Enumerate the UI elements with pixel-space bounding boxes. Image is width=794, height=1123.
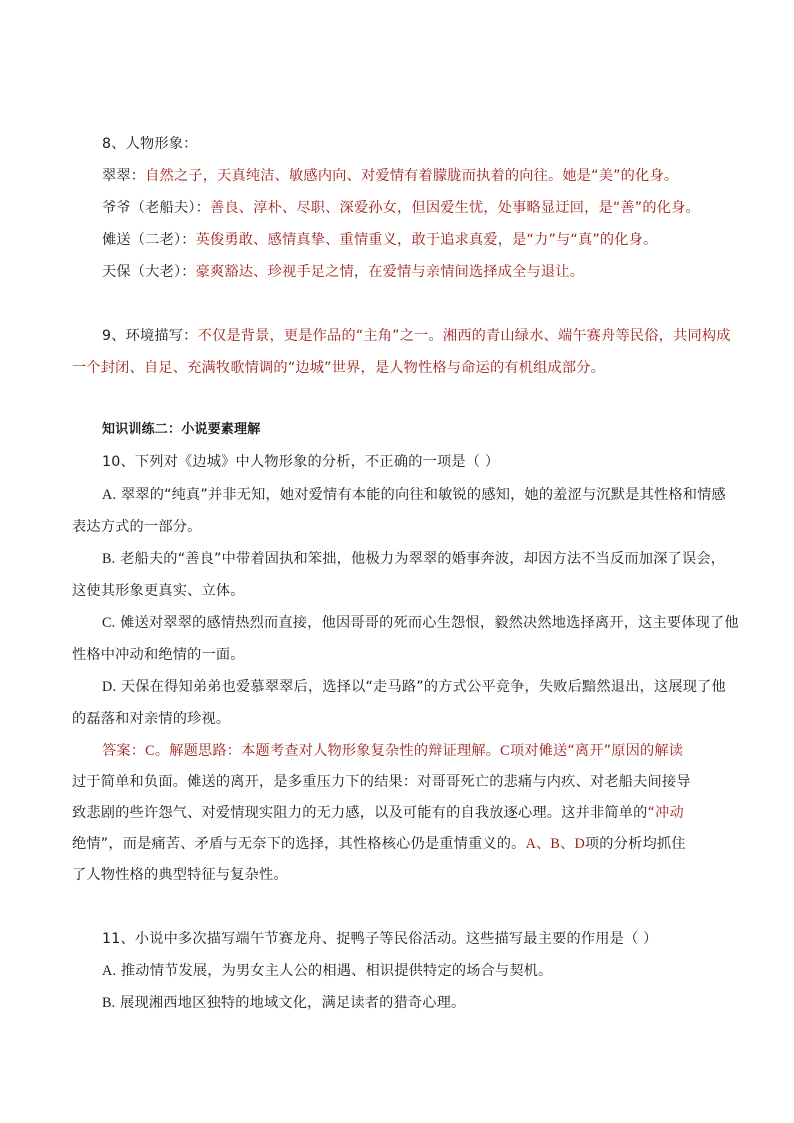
- q10-option-c-key: C.: [102, 615, 116, 631]
- q10-option-a-line-1: A. 翠翠的“纯真”并非无知，她对爱情有本能的向往和敏锐的感知，她的羞涩与沉默是其性格和情感: [102, 487, 726, 503]
- yeye-label: 爷爷（老船夫）：: [102, 200, 211, 216]
- cuicui-text: 自然之子，天真纯洁、敏感内向、对爱情有着朦胧而执着的向往。她是“美”的化身。: [145, 168, 679, 184]
- nuosong-text: 英俊勇敢、感情真挚、重情重义，敢于追求真爱，是“力”与“真”的化身。: [195, 232, 658, 248]
- q10-answer-line-4: 绝情”，而是痛苦、矛盾与无奈下的选择，其性格核心仍是重情重义的。A、B、D项的分析均抓住: [72, 836, 686, 852]
- cuicui-label: 翠翠：: [102, 168, 146, 184]
- question-10-stem: 10、下列对《边城》中人物形象的分析，不正确的一项是（ ）: [102, 454, 500, 470]
- q10-option-c-line-2: 性格中冲动和绝情的一面。: [72, 647, 245, 663]
- q10-answer-line-3: 致悲剧的些许怨气、对爱情现实阻力的无力感，以及可能有的自我放逐心理。这并非简单的“冲动: [72, 805, 684, 821]
- q10-answer-line-5: 了人物性格的典型特征与复杂性。: [72, 867, 288, 883]
- q10-option-a-key: A.: [102, 487, 117, 503]
- answer-key: C: [145, 743, 155, 759]
- nuosong-label: 傩送（二老）：: [102, 232, 196, 248]
- tianbao-text: 豪爽豁达、珍视手足之情，在爱情与亲情间选择成全与退让。: [195, 264, 585, 280]
- q10-option-c-line-1: C. 傩送对翠翠的感情热烈而直接，他因哥哥的死而心生怨恨，毅然决然地选择离开，这主要体现了他: [102, 615, 739, 631]
- section-9-line-1: 9、环境描写：不仅是背景，更是作品的“主角”之一。湘西的青山绿水、端午赛舟等民俗，共同构成: [102, 328, 731, 344]
- tianbao-label: 天保（大老）：: [102, 264, 196, 280]
- q11-option-a-key: A.: [102, 963, 117, 979]
- q11-option-a: A. 推动情节发展，为男女主人公的相遇、相识提供特定的场合与契机。: [102, 963, 553, 979]
- section-8-heading: 8、人物形象：: [102, 136, 198, 152]
- q10-option-d-line-2: 的磊落和对亲情的珍视。: [72, 711, 231, 727]
- question-11-stem: 11、小说中多次描写端午节赛龙舟、捉鸭子等民俗活动。这些描写最主要的作用是（ ）: [102, 931, 658, 947]
- q10-answer-line-1: 答案：C。解题思路：本题考查对人物形象复杂性的辩证理解。C项对傩送“离开”原因的解读: [102, 743, 684, 759]
- q10-option-a-line-2: 表达方式的一部分。: [72, 519, 202, 535]
- q10-option-b-line-1: B. 老船夫的“善良”中带着固执和笨拙，他极力为翠翠的婚事奔波，却因方法不当反而加深了误会，: [102, 551, 726, 567]
- training-heading: 知识训练二：小说要素理解: [102, 422, 261, 437]
- q10-option-d-key: D.: [102, 679, 117, 695]
- q10-option-b-line-2: 这使其形象更真实、立体。: [72, 583, 245, 599]
- character-tianbao: [102, 262, 584, 282]
- q11-option-b: B. 展现湘西地区独特的地域文化，满足读者的猎奇心理。: [102, 995, 466, 1011]
- q10-option-d-line-1: D. 天保在得知弟弟也爱慕翠翠后，选择以“走马路”的方式公平竞争，失败后黯然退出，这展现了他: [102, 679, 726, 695]
- q10-answer-line-2: 过于简单和负面。傩送的离开，是多重压力下的结果：对哥哥死亡的悲痛与内疚、对老船夫间接导: [72, 774, 691, 790]
- character-cuicui: [102, 166, 678, 186]
- character-nuosong: [102, 230, 657, 250]
- section-9-label: 9、环境描写：: [102, 328, 198, 344]
- section-9-line-2: 一个封闭、自足、充满牧歌情调的“边城”世界，是人物性格与命运的有机组成部分。: [72, 360, 606, 376]
- q11-option-b-key: B.: [102, 995, 116, 1011]
- answer-label: 答案：: [102, 743, 146, 759]
- q10-option-b-key: B.: [102, 551, 116, 567]
- yeye-text: 善良、淳朴、尽职、深爱孙女，但因爱生忧，处事略显迂回，是“善”的化身。: [210, 200, 700, 216]
- character-yeye: [102, 198, 700, 218]
